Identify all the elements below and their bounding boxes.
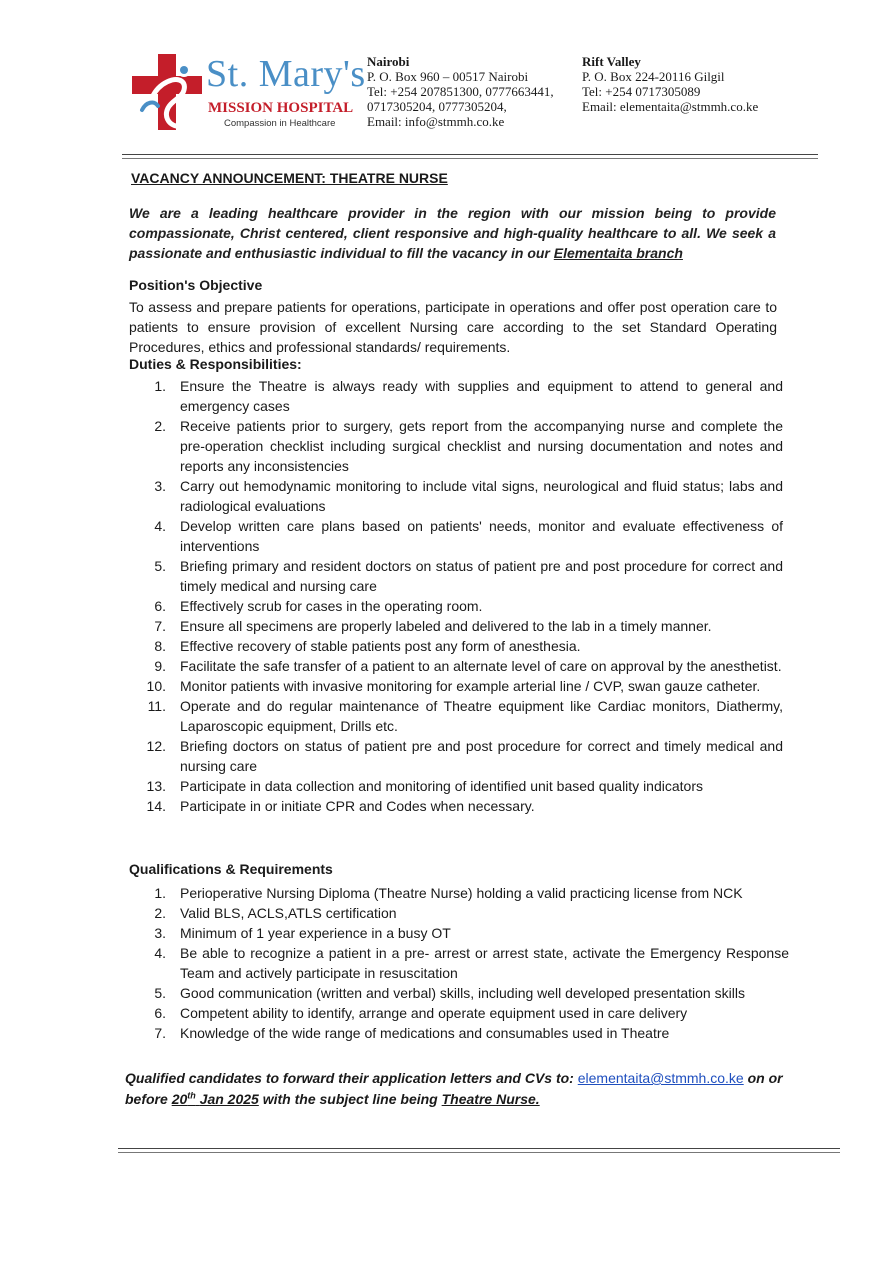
list-item-text: Minimum of 1 year experience in a busy OT [180, 925, 451, 941]
intro-paragraph [129, 203, 776, 263]
list-item [129, 1023, 789, 1043]
list-item [129, 516, 783, 556]
page-title: VACANCY ANNOUNCEMENT: THEATRE NURSE [131, 170, 448, 186]
nairobi-address [367, 54, 554, 129]
list-item-number: 6. [154, 1005, 166, 1021]
qualifications-list [129, 883, 789, 1043]
deadline-suffix: th [187, 1090, 196, 1101]
list-item-text: Briefing doctors on status of patient pre and post procedure for correct and timely medical and nursing care [180, 738, 783, 774]
list-item [129, 416, 783, 476]
list-item [129, 556, 783, 596]
list-item-number: 10. [146, 678, 166, 694]
footer-divider [118, 1152, 840, 1153]
list-item-number: 2. [154, 418, 166, 434]
list-item-number: 11. [147, 698, 166, 714]
list-item-number: 14. [146, 798, 166, 814]
brand-tagline: Compassion in Healthcare [224, 118, 336, 129]
rift-valley-line: Tel: +254 0717305089 [582, 84, 701, 99]
deadline-date [172, 1091, 259, 1107]
deadline-day: 20 [171, 1091, 188, 1107]
list-item-number: 5. [154, 558, 166, 574]
list-item-number: 7. [154, 1025, 166, 1041]
list-item [129, 616, 783, 636]
application-email-link[interactable]: elementaita@stmmh.co.ke [577, 1070, 744, 1086]
nairobi-line: P. O. Box 960 – 00517 Nairobi [367, 69, 529, 84]
objective-text: To assess and prepare patients for operations, participate in operations and offer post operation care to patients to ensure provision of excellent Nursing care according to the set Standard Operating Procedures, ethics and professional standards/ requirements. [129, 299, 777, 355]
rift-valley-line: P. O. Box 224-20116 Gilgil [582, 69, 725, 84]
list-item-number: 6. [154, 598, 166, 614]
list-item-number: 4. [154, 518, 166, 534]
list-item-text: Effective recovery of stable patients post any form of anesthesia. [180, 638, 581, 654]
qualifications-heading: Qualifications & Requirements [129, 861, 333, 877]
rift-valley-address [582, 54, 758, 114]
list-item-number: 4. [154, 945, 166, 961]
hospital-logo [128, 50, 378, 134]
footer-divider [118, 1148, 840, 1149]
list-item-text: Participate in data collection and monitoring of identified unit based quality indicators [180, 778, 703, 794]
list-item [129, 796, 783, 816]
list-item-text: Facilitate the safe transfer of a patient to an alternate level of care on approval by the anesthetist. [180, 658, 782, 674]
list-item-number: 13. [146, 778, 166, 794]
closing-lead: Qualified candidates to forward their application letters and CVs to: [125, 1070, 574, 1086]
list-item [129, 676, 783, 696]
list-item-text: Knowledge of the wide range of medications and consumables used in Theatre [180, 1025, 670, 1041]
closing-on: on or before [125, 1070, 783, 1107]
application-instructions [125, 1068, 795, 1110]
list-item-text: Participate in or initiate CPR and Codes when necessary. [180, 798, 535, 814]
list-item-number: 8. [154, 638, 166, 654]
intro-text: We are a leading healthcare provider in the region with our mission being to provide compassionate, Christ centered, client responsive and high-quality healthcare to all. We seek a passionate and enthusiastic individual to fill the vacancy in our [129, 205, 776, 261]
list-item-text: Monitor patients with invasive monitoring for example arterial line / CVP, swan gauze catheter. [180, 678, 761, 694]
list-item [129, 943, 789, 983]
list-item-text: Good communication (written and verbal) skills, including well developed presentation skills [180, 985, 745, 1001]
objective-heading: Position's Objective [129, 277, 263, 293]
list-item [129, 903, 789, 923]
list-item-text: Effectively scrub for cases in the operating room. [180, 598, 483, 614]
list-item-text: Perioperative Nursing Diploma (Theatre Nurse) holding a valid practicing license from NCK [180, 885, 743, 901]
red-cross-logo-icon [128, 50, 208, 134]
list-item [129, 696, 783, 736]
nairobi-line: 0717305204, 0777305204, [367, 99, 507, 114]
nairobi-line: Email: info@stmmh.co.ke [367, 114, 505, 129]
subject-lead: with the subject line being [262, 1091, 438, 1107]
list-item [129, 1003, 789, 1023]
list-item-number: 3. [154, 478, 166, 494]
list-item [129, 476, 783, 516]
list-item-text: Competent ability to identify, arrange and operate equipment used in care delivery [180, 1005, 688, 1021]
list-item-number: 12. [146, 738, 166, 754]
list-item [129, 736, 783, 776]
list-item [129, 636, 783, 656]
nairobi-line: Tel: +254 207851300, 0777663441, [367, 84, 554, 99]
list-item-number: 5. [154, 985, 166, 1001]
header-divider [122, 158, 818, 159]
list-item [129, 883, 789, 903]
nairobi-heading: Nairobi [367, 54, 410, 69]
duties-heading: Duties & Responsibilities: [129, 356, 302, 372]
brand-subtitle: MISSION HOSPITAL [208, 100, 354, 116]
list-item-text: Valid BLS, ACLS,ATLS certification [180, 905, 397, 921]
list-item [129, 776, 783, 796]
list-item [129, 656, 783, 676]
list-item-number: 3. [154, 925, 166, 941]
list-item-text: Ensure all specimens are properly labeled and delivered to the lab in a timely manner. [180, 618, 712, 634]
list-item-number: 2. [154, 905, 166, 921]
list-item [129, 923, 789, 943]
list-item [129, 983, 789, 1003]
rift-valley-heading: Rift Valley [582, 54, 641, 69]
list-item [129, 596, 783, 616]
list-item-number: 7. [154, 618, 166, 634]
duties-list [129, 376, 783, 816]
list-item [129, 376, 783, 416]
list-item-text: Briefing primary and resident doctors on status of patient pre and post procedure for correct and timely medical and nursing care [180, 558, 783, 594]
list-item-text: Operate and do regular maintenance of Theatre equipment like Cardiac monitors, Diathermy, Laparoscopic equipment, Drills etc. [180, 698, 783, 734]
list-item-text: Develop written care plans based on patients' needs, monitor and evaluate effectiveness of interventions [180, 518, 783, 554]
list-item-text: Ensure the Theatre is always ready with supplies and equipment to attend to general and emergency cases [180, 378, 783, 414]
deadline-month: Jan 2025 [199, 1091, 259, 1107]
branch-name: Elementaita branch [553, 245, 683, 261]
subject-line: Theatre Nurse. [441, 1091, 540, 1107]
list-item-text: Receive patients prior to surgery, gets report from the accompanying nurse and complete the pre-operation checklist including surgical checklist and nursing documentation and notes and reports any inconsistencies [180, 418, 783, 474]
list-item-number: 1. [154, 378, 166, 394]
list-item-text: Be able to recognize a patient in a pre- arrest or arrest state, activate the Emergency Response Team and actively participate in resuscitation [180, 945, 789, 981]
list-item-text: Carry out hemodynamic monitoring to include vital signs, neurological and fluid status; labs and radiological evaluations [180, 478, 783, 514]
brand-name: St. Mary's [206, 53, 366, 95]
list-item-number: 9. [154, 658, 166, 674]
list-item-number: 1. [154, 885, 166, 901]
rift-valley-line: Email: elementaita@stmmh.co.ke [582, 99, 759, 114]
header-divider [122, 154, 818, 155]
